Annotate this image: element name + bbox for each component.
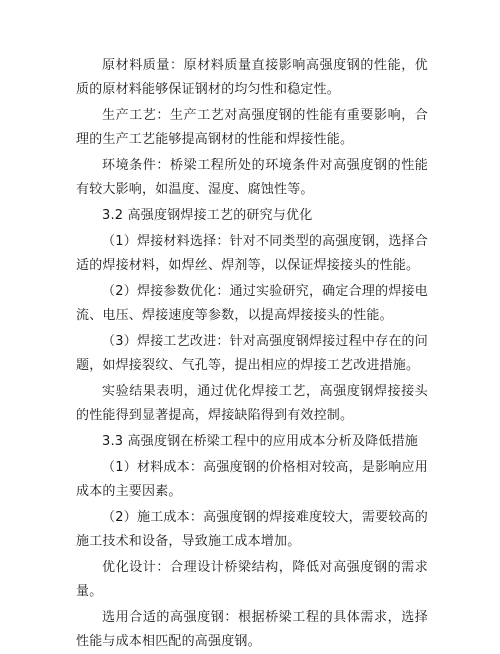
paragraph-construction-cost: （2）施工成本：高强度钢的焊接难度较大，需要较高的施工技术和设备，导致施工成本增加。	[76, 510, 428, 549]
paragraph-steel-selection: 选用合适的高强度钢：根据桥梁工程的具体需求，选择性能与成本相匹配的高强度钢。	[76, 610, 428, 649]
section-heading-3-3: 3.3 高强度钢在桥梁工程中的应用成本分析及降低措施	[102, 434, 419, 449]
document-body	[76, 54, 428, 654]
paragraph-production-process: 生产工艺：生产工艺对高强度钢的性能有重要影响，合理的生产工艺能够提高钢材的性能和焊接性能。	[76, 108, 428, 147]
paragraph-material-cost: （1）材料成本：高强度钢的价格相对较高，是影响应用成本的主要因素。	[76, 460, 428, 499]
section-heading-3-2: 3.2 高强度钢焊接工艺的研究与优化	[102, 208, 313, 223]
paragraph-design-optimization: 优化设计：合理设计桥梁结构，降低对高强度钢的需求量。	[76, 560, 428, 599]
paragraph-welding-material-selection: （1）焊接材料选择：针对不同类型的高强度钢，选择合适的焊接材料，如焊丝、焊剂等，以保证焊接接头的性能。	[76, 234, 428, 273]
paragraph-environment-conditions: 环境条件：桥梁工程所处的环境条件对高强度钢的性能有较大影响，如温度、湿度、腐蚀性等。	[76, 158, 428, 197]
paragraph-welding-process-improvement: （3）焊接工艺改进：针对高强度钢焊接过程中存在的问题，如焊接裂纹、气孔等，提出相应的焊接工艺改进措施。	[76, 334, 428, 373]
paragraph-welding-parameter-optimization: （2）焊接参数优化：通过实验研究，确定合理的焊接电流、电压、焊接速度等参数，以提高焊接接头的性能。	[76, 284, 428, 323]
paragraph-experiment-results: 实验结果表明，通过优化焊接工艺，高强度钢焊接接头的性能得到显著提高，焊接缺陷得到有效控制。	[76, 384, 428, 423]
paragraph-raw-material-quality: 原材料质量：原材料质量直接影响高强度钢的性能，优质的原材料能够保证钢材的均匀性和稳定性。	[76, 58, 428, 97]
